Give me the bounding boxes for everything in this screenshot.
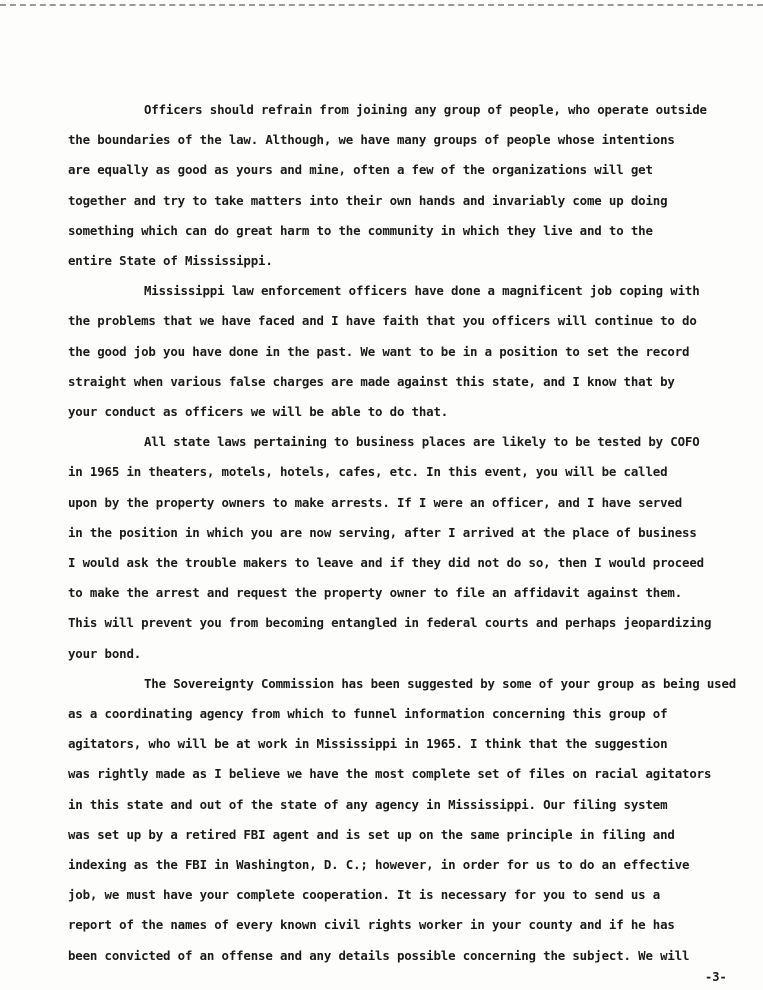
text-line: entire State of Mississippi. [68,253,273,269]
text-line: your bond. [68,645,142,661]
text-line: something which can do great harm to the community in which they live and to the [68,222,653,238]
text-line: straight when various false charges are made against this state, and I know that by [68,373,675,389]
text-line: Mississippi law enforcement officers have done a magnificent job coping with [144,283,700,299]
text-line: Officers should refrain from joining any group of people, who operate outside [144,102,707,117]
text-line: are equally as good as yours and mine, often a few of the organizations will get [68,162,653,178]
text-line: agitators, who will be at work in Mississippi in 1965. I think that the suggestion [68,736,668,752]
text-line: to make the arrest and request the property owner to file an affidavit against them. [68,585,683,601]
text-line: the problems that we have faced and I have faith that you officers will continue to do [68,313,697,329]
page-number: -3- [705,970,727,984]
text-line: the boundaries of the law. Although, we have many groups of people whose intentions [68,132,675,148]
text-line: the good job you have done in the past. We want to be in a position to set the record [68,343,690,359]
text-line: was rightly made as I believe we have the most complete set of files on racial agitators [68,766,712,782]
text-line: This will prevent you from becoming entangled in federal courts and perhaps jeopardizing [68,615,712,631]
text-line: as a coordinating agency from which to funnel information concerning this group of [68,706,668,722]
text-line: report of the names of every known civil rights worker in your county and if he has [68,917,675,933]
text-line: All state laws pertaining to business places are likely to be tested by COFO [144,434,700,450]
text-line: been convicted of an offense and any details possible concerning the subject. We will [68,947,690,963]
text-line: The Sovereignty Commission has been suggested by some of your group as being used [144,675,737,691]
text-line: I would ask the trouble makers to leave and if they did not do so, then I would proceed [68,555,704,571]
text-line: in 1965 in theaters, motels, hotels, cafes, etc. In this event, you will be called [68,464,668,480]
text-line: job, we must have your complete cooperation. It is necessary for you to send us a [68,887,661,903]
text-line: together and try to take matters into their own hands and invariably come up doing [68,192,668,208]
text-line: was set up by a retired FBI agent and is set up on the same principle in filing and [68,826,675,842]
text-line: in this state and out of the state of any agency in Mississippi. Our filing system [68,796,668,812]
page-top-edge [0,4,763,6]
text-line: in the position in which you are now serving, after I arrived at the place of business [68,524,697,540]
body-text [68,95,758,971]
text-line: upon by the property owners to make arrests. If I were an officer, and I have served [68,494,683,510]
text-line: indexing as the FBI in Washington, D. C.; however, in order for us to do an effective [68,857,690,873]
text-line: your conduct as officers we will be able to do that. [68,404,449,420]
